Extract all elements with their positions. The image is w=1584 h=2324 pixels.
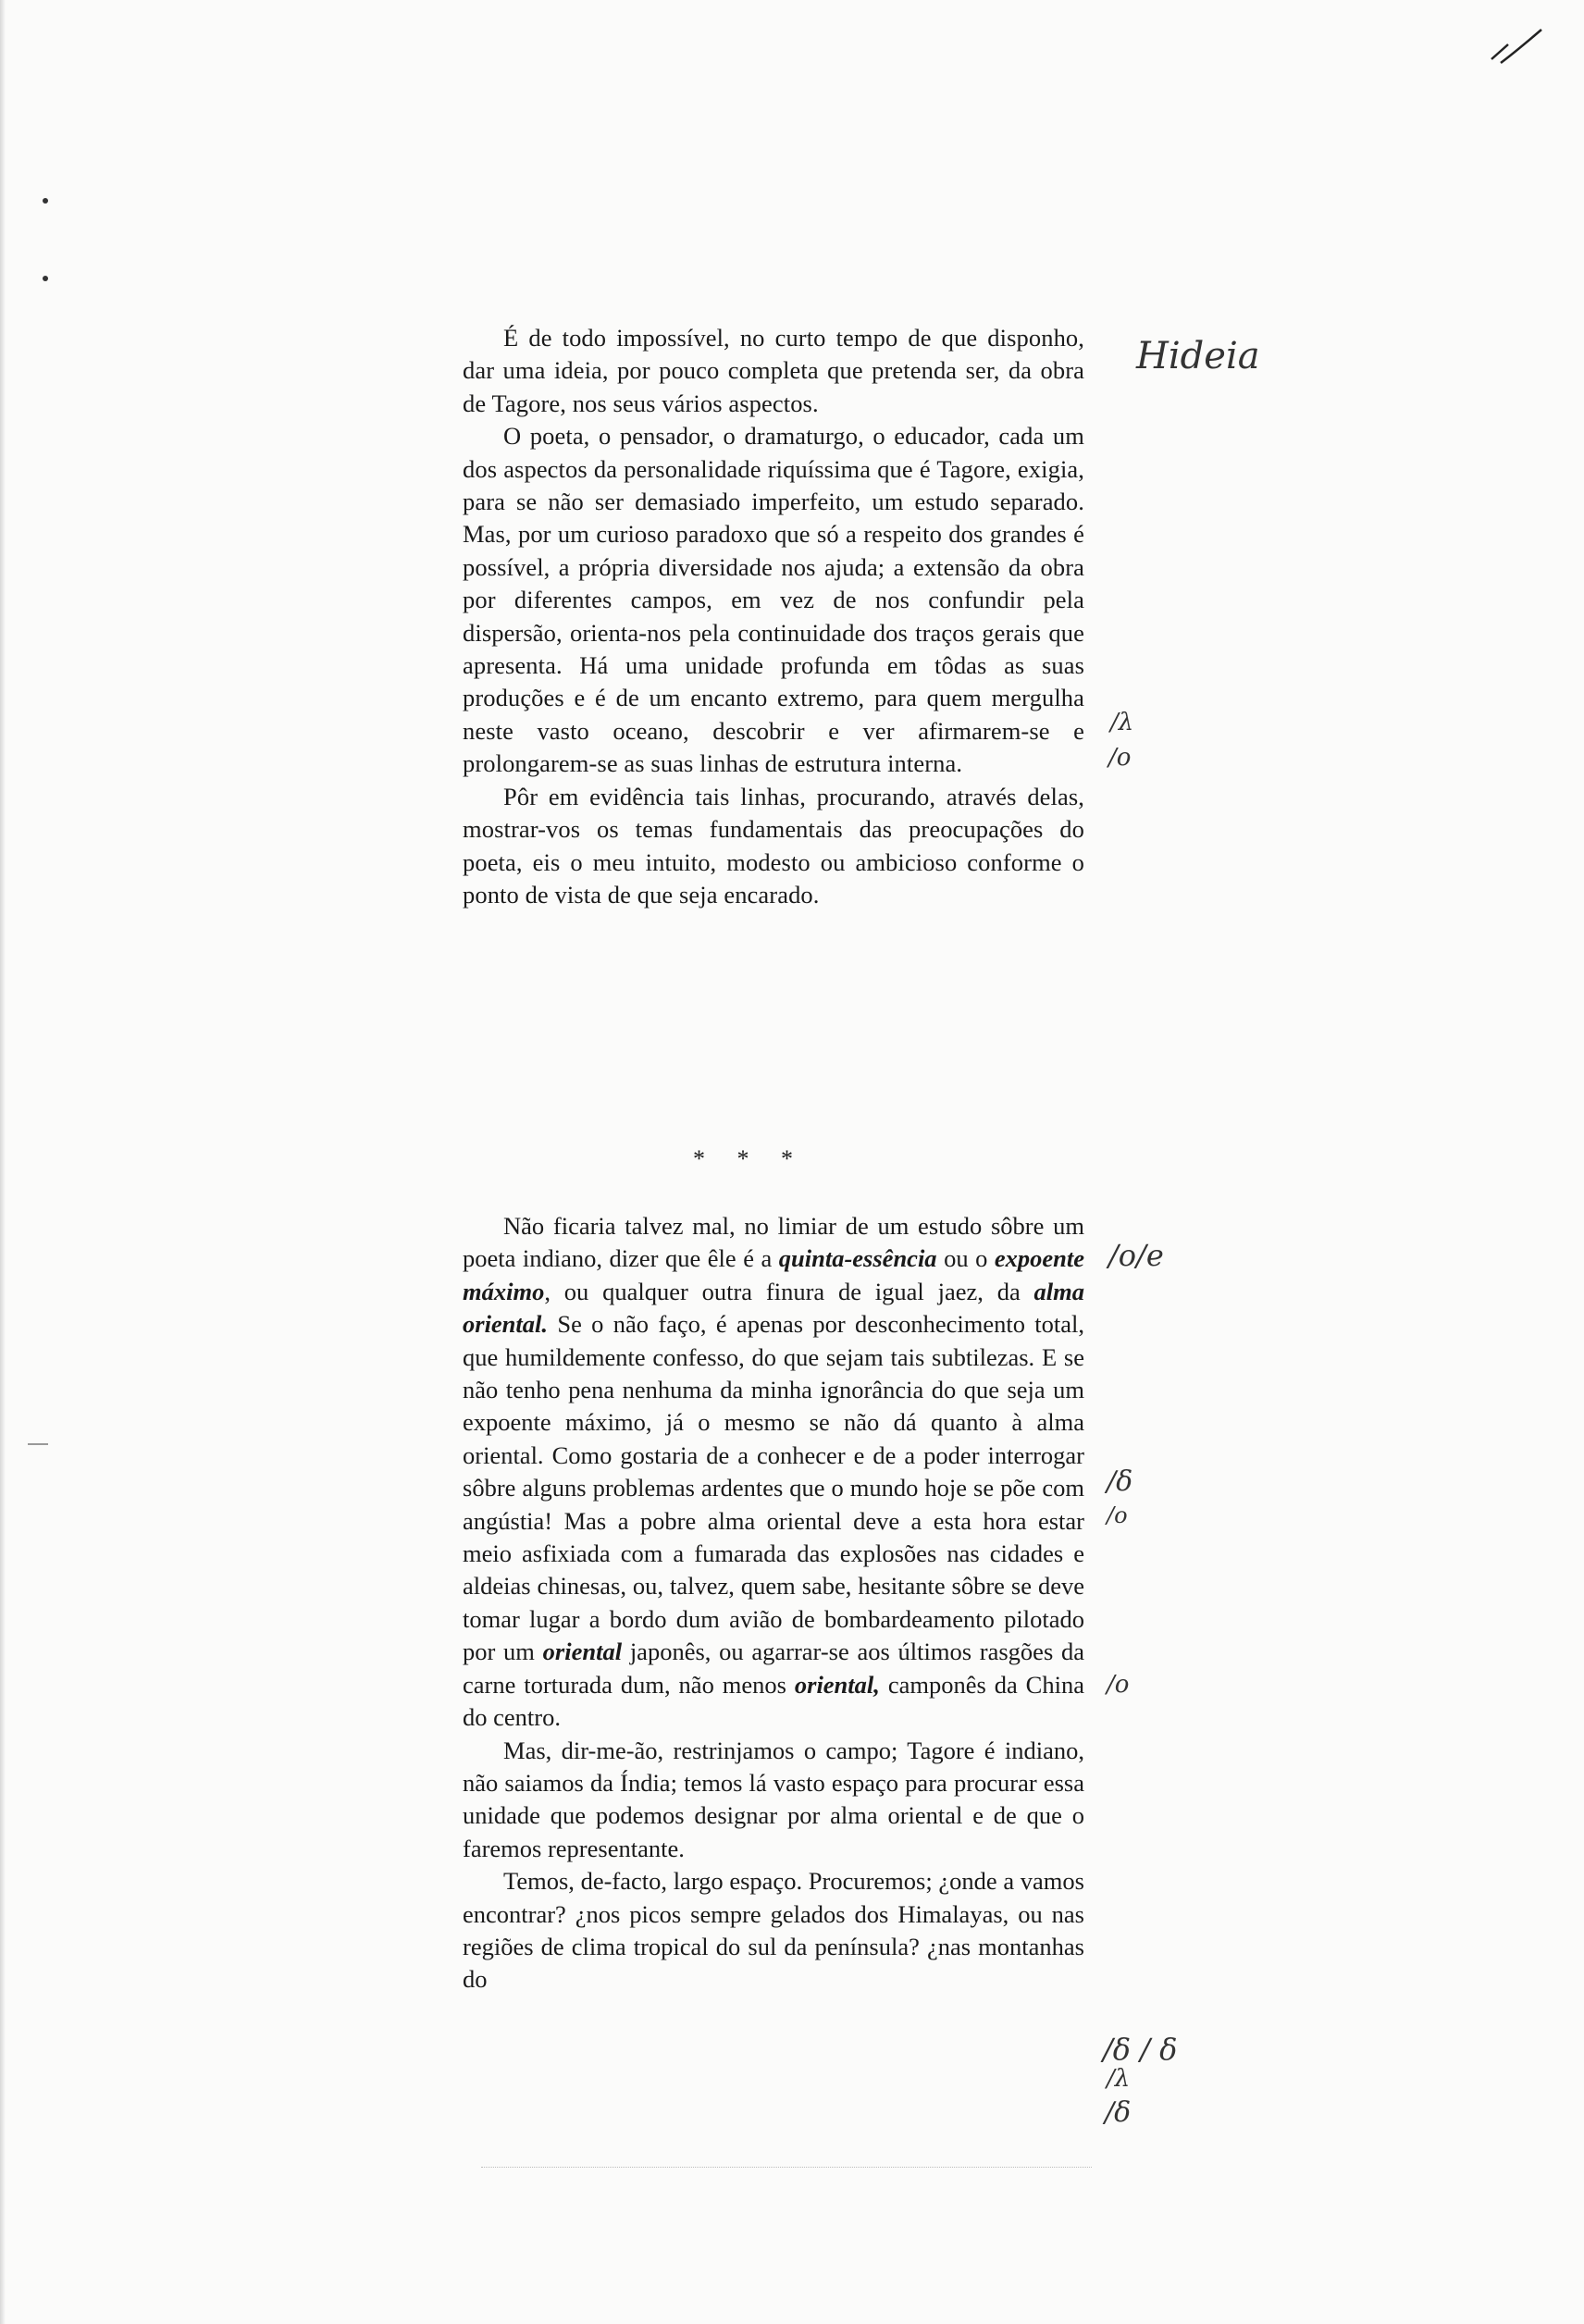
margin-note: /δ bbox=[1107, 1465, 1133, 1498]
text-run: Se o não faço, é apenas por desconhecimento total, que humildemente confesso, do que sejam tais subtilezas. E se não tenho pena nenhuma da minha ignorância do que seja um expoente máximo, já o mesmo se não dá quanto à alma oriental. Como gostaria de a conhecer e de a poder interrogar sôbre alguns problemas ardentes que o mundo hoje se põe com angústia! Mas a pobre alma oriental deve a esta hora estar meio asfixiada com a fumarada das explosões nas cidades e aldeias chinesas, ou, talvez, quem sabe, hesitante sôbre se deve tomar lugar a bordo dum avião de bombardeamento pilotado por um bbox=[463, 1310, 1084, 1666]
paragraph: Mas, dir-me-ão, restrinjamos o campo; Tagore é indiano, não saiamos da Índia; temos lá vasto espaço para procurar essa unidade que podemos designar por alma oriental e de que o faremos representante. bbox=[463, 1736, 1084, 1862]
emphasis: expoente máximo bbox=[463, 1244, 1085, 1305]
section-1 bbox=[463, 322, 1084, 911]
margin-note: /o/e bbox=[1108, 1238, 1164, 1273]
emphasis: quinta-essência bbox=[778, 1244, 937, 1273]
margin-note: /o bbox=[1108, 744, 1132, 772]
emphasis: oriental, bbox=[794, 1670, 880, 1699]
text-run: Não ficaria talvez mal, no limiar de um estudo sôbre um poeta indiano, dizer que êle é a bbox=[463, 1212, 1084, 1273]
paragraph: Pôr em evidência tais linhas, procurando, através delas, mostrar-vos os temas fundamentais das preocupações do poeta, eis o meu intuito, modesto ou ambicioso conforme o ponto de vista de que seja encarado. bbox=[463, 782, 1084, 909]
text-run: japonês, ou agarrar-se aos últimos rasgões da carne torturada dum, não menos bbox=[463, 1638, 1085, 1699]
margin-note: /δ / δ bbox=[1103, 2032, 1178, 2067]
corner-check-mark bbox=[1488, 26, 1543, 70]
margin-note-hideia: Hideia bbox=[1136, 335, 1260, 377]
scan-speck bbox=[43, 276, 48, 281]
margin-note: /o bbox=[1107, 1502, 1128, 1528]
page-edge-shadow bbox=[0, 0, 6, 2324]
emphasis: oriental bbox=[542, 1638, 623, 1666]
scan-speck bbox=[43, 198, 48, 204]
bottom-dotted-rule bbox=[481, 2167, 1092, 2169]
paragraph: É de todo impossível, no curto tempo de que disponho, dar uma ideia, por pouco completa que pretenda ser, da obra de Tagore, nos seus vários aspectos. bbox=[463, 324, 1084, 417]
emphasis: alma oriental. bbox=[463, 1277, 1084, 1339]
scan-speck bbox=[28, 1443, 48, 1445]
margin-note: /δ bbox=[1105, 2096, 1132, 2129]
margin-note: /o bbox=[1107, 1671, 1130, 1699]
margin-note: /λ bbox=[1107, 2065, 1131, 2093]
text-run: ou o bbox=[936, 1244, 995, 1273]
section-2 bbox=[463, 1210, 1084, 1996]
text-run: camponês da China do centro. bbox=[463, 1670, 1084, 1732]
paragraph bbox=[463, 1210, 1084, 1735]
text-run: , ou qualquer outra finura de igual jaez, da bbox=[544, 1277, 1034, 1305]
paragraph: Temos, de-facto, largo espaço. Procuremos; ¿onde a vamos encontrar? ¿nos picos sempre gelados dos Himalayas, ou nas regiões de clima tropical do sul da península? ¿nas montanhas do bbox=[463, 1867, 1084, 1994]
paragraph: O poeta, o pensador, o dramaturgo, o educador, cada um dos aspectos da personalidade riquíssima que é Tagore, exigia, para se não ser demasiado imperfeito, um estudo separado. Mas, por um curioso paradoxo que só a respeito dos grandes é possível, a própria diversidade nos ajuda; a extensão da obra por diferentes campos, em vez de nos confundir pela dispersão, orienta-nos pela continuidade dos traços gerais que apresenta. Há uma unidade profunda em tôdas as suas produções e é de um encanto extremo, para quem mergulha neste vasto oceano, descobrir e ver afirmarem-se e prolongarem-se as suas linhas de estrutura interna. bbox=[463, 422, 1084, 778]
section-separator: * * * bbox=[693, 1145, 806, 1172]
margin-note: /λ bbox=[1110, 709, 1134, 736]
